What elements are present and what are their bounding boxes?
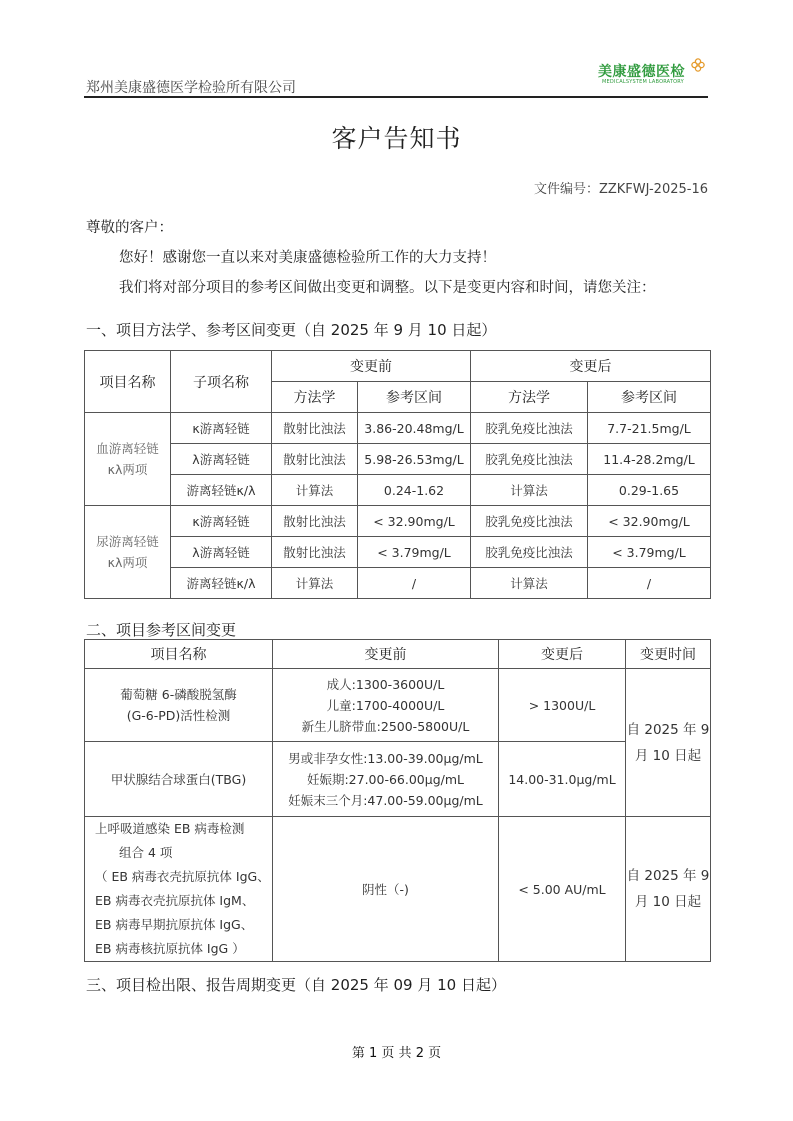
thanks-paragraph: 您好！感谢您一直以来对美康盛德检验所工作的大力支持！ — [119, 250, 496, 266]
group-name: 血游离轻链 κλ两项 — [85, 413, 171, 506]
sub-item: κ游离轻链 — [171, 506, 272, 537]
after-range: / — [588, 568, 711, 599]
col-header-after: 变更后 — [499, 640, 626, 669]
before-method: 计算法 — [272, 475, 358, 506]
before-method: 散射比浊法 — [272, 413, 358, 444]
item-name: 上呼吸道感染 EB 病毒检测 组合 4 项 （ EB 病毒衣壳抗原抗体 IgG、 EB 病毒衣壳抗原抗体 IgM、 EB 病毒早期抗原抗体 IgG、 EB 病毒核抗原抗体 IgG ） — [85, 817, 273, 962]
group-name: 尿游离轻链 κλ两项 — [85, 506, 171, 599]
header-company-name: 郑州美康盛德医学检验所有限公司 — [86, 80, 296, 96]
before-range: < 32.90mg/L — [358, 506, 471, 537]
change-time: 自 2025 年 9 月 10 日起 — [626, 817, 711, 962]
before-range: 5.98-26.53mg/L — [358, 444, 471, 475]
before-range: 0.24-1.62 — [358, 475, 471, 506]
sub-item: λ游离轻链 — [171, 444, 272, 475]
col-header-after-range: 参考区间 — [588, 382, 711, 413]
sub-item: λ游离轻链 — [171, 537, 272, 568]
col-header-before: 变更前 — [273, 640, 499, 669]
intro-paragraph: 我们将对部分项目的参考区间做出变更和调整。以下是变更内容和时间，请您关注： — [119, 280, 656, 296]
col-header-item: 项目名称 — [85, 640, 273, 669]
col-header-before-method: 方法学 — [272, 382, 358, 413]
table-row — [85, 506, 711, 537]
table-row — [85, 568, 711, 599]
before-range: < 3.79mg/L — [358, 537, 471, 568]
after-range: < 3.79mg/L — [588, 537, 711, 568]
col-header-after-method: 方法学 — [471, 382, 588, 413]
after-range: < 5.00 AU/mL — [499, 817, 626, 962]
col-header-before-range: 参考区间 — [358, 382, 471, 413]
after-method: 胶乳免疫比浊法 — [471, 537, 588, 568]
item-name: 葡萄糖 6-磷酸脱氢酶 (G-6-PD)活性检测 — [85, 669, 273, 742]
greeting: 尊敬的客户： — [86, 220, 173, 236]
col-header-after: 变更后 — [471, 351, 711, 382]
sub-item: 游离轻链κ/λ — [171, 568, 272, 599]
change-time: 自 2025 年 9 月 10 日起 — [626, 669, 711, 817]
before-method: 计算法 — [272, 568, 358, 599]
table-row — [85, 537, 711, 568]
col-header-subitem: 子项名称 — [171, 351, 272, 413]
after-range: 7.7-21.5mg/L — [588, 413, 711, 444]
table-row — [85, 669, 711, 742]
sub-item: 游离轻链κ/λ — [171, 475, 272, 506]
after-method: 计算法 — [471, 568, 588, 599]
table-row — [85, 742, 711, 817]
after-method: 胶乳免疫比浊法 — [471, 506, 588, 537]
after-range: > 1300U/L — [499, 669, 626, 742]
before-range: / — [358, 568, 471, 599]
table-row — [85, 475, 711, 506]
before-range: 3.86-20.48mg/L — [358, 413, 471, 444]
table-row — [85, 444, 711, 475]
sub-item: κ游离轻链 — [171, 413, 272, 444]
col-header-time: 变更时间 — [626, 640, 711, 669]
section1-heading: 一、项目方法学、参考区间变更（自 2025 年 9 月 10 日起） — [86, 321, 497, 339]
before-method: 散射比浊法 — [272, 506, 358, 537]
range-change-table — [84, 639, 711, 962]
after-method: 计算法 — [471, 475, 588, 506]
after-range: < 32.90mg/L — [588, 506, 711, 537]
col-header-item: 项目名称 — [85, 351, 171, 413]
after-range: 11.4-28.2mg/L — [588, 444, 711, 475]
table-row — [85, 413, 711, 444]
col-header-before: 变更前 — [272, 351, 471, 382]
section3-heading: 三、项目检出限、报告周期变更（自 2025 年 09 月 10 日起） — [86, 976, 506, 994]
table-row — [85, 817, 711, 962]
method-change-table — [84, 350, 711, 599]
header-divider — [84, 96, 708, 98]
after-method: 胶乳免疫比浊法 — [471, 413, 588, 444]
flower-icon — [691, 58, 705, 72]
page-number: 第 1 页 共 2 页 — [351, 1046, 442, 1061]
document-number: 文件编号：ZZKFWJ-2025-16 — [533, 182, 708, 197]
after-range: 0.29-1.65 — [588, 475, 711, 506]
document-title: 客户告知书 — [331, 124, 462, 153]
before-range: 男或非孕女性:13.00-39.00μg/mL 妊娠期:27.00-66.00μg/mL 妊娠末三个月:47.00-59.00μg/mL — [273, 742, 499, 817]
after-range: 14.00-31.0μg/mL — [499, 742, 626, 817]
logo-text: 美康盛德医检 — [598, 64, 685, 80]
after-method: 胶乳免疫比浊法 — [471, 444, 588, 475]
section2-heading: 二、项目参考区间变更 — [86, 621, 237, 639]
logo-subtitle: MEDICALSYSTEM LABORATORY — [602, 79, 684, 85]
before-method: 散射比浊法 — [272, 444, 358, 475]
before-range: 阴性（-) — [273, 817, 499, 962]
before-range: 成人:1300-3600U/L 儿童:1700-4000U/L 新生儿脐带血:2500-5800U/L — [273, 669, 499, 742]
item-name: 甲状腺结合球蛋白(TBG) — [85, 742, 273, 817]
before-method: 散射比浊法 — [272, 537, 358, 568]
company-logo — [598, 58, 708, 88]
